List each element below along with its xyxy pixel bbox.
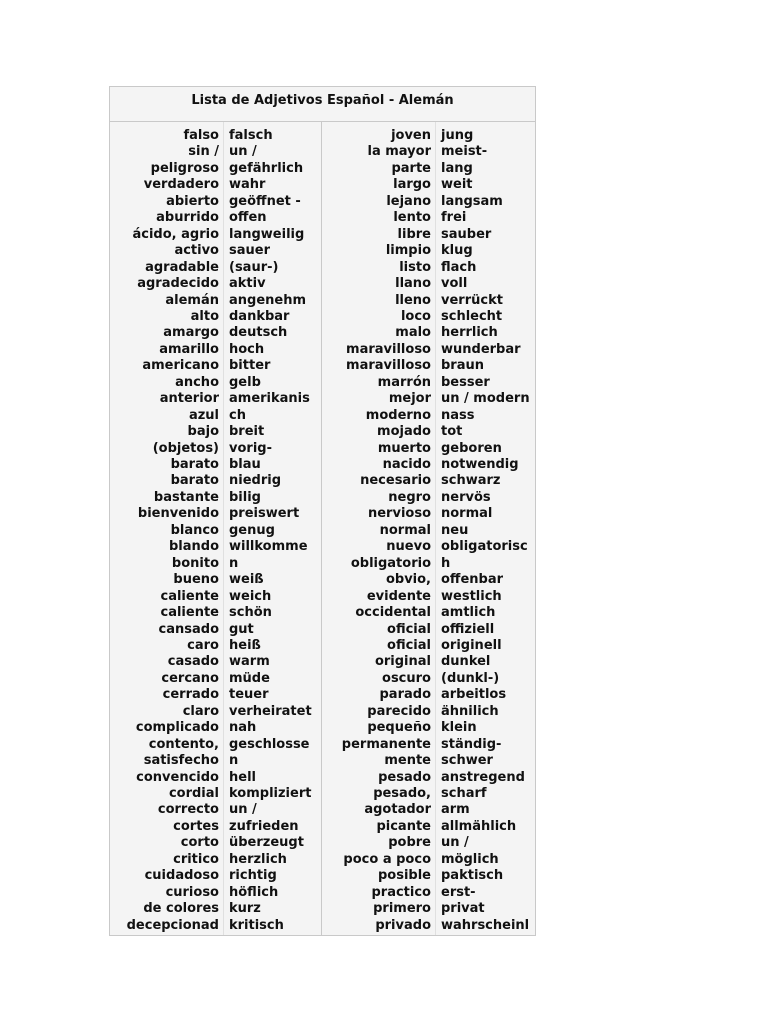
word-cell: weiß [229, 572, 264, 588]
word-cell: cercano [161, 670, 219, 686]
word-cell: (saur-) [229, 259, 279, 275]
spanish-column-2 [322, 122, 435, 935]
word-cell: listo [399, 259, 431, 275]
word-cell: klein [441, 720, 477, 736]
word-cell: de colores [143, 901, 219, 917]
word-cell: verdadero [143, 177, 219, 193]
word-cell: geschlosse [229, 736, 310, 752]
word-cell: bitter [229, 358, 271, 374]
word-cell: ähnilich [441, 703, 499, 719]
word-cell: un / modern [441, 391, 530, 407]
word-cell: n [229, 753, 239, 769]
word-cell: notwendig [441, 457, 519, 472]
word-cell: pesado [378, 769, 431, 785]
word-cell: un / [229, 144, 257, 160]
word-cell: cerrado [162, 687, 219, 703]
word-cell: activo [174, 243, 219, 259]
word-cell: alemán [165, 292, 219, 308]
word-cell: weit [441, 177, 473, 193]
word-cell: parecido [367, 703, 431, 719]
word-cell: oficial [387, 621, 431, 637]
word-cell: frei [441, 210, 467, 226]
word-cell: schwarz [441, 473, 501, 489]
word-cell: kurz [229, 901, 261, 917]
word-cell: bajo [187, 424, 219, 440]
word-cell: müde [229, 670, 270, 686]
word-cell: genug [229, 522, 275, 538]
word-cell: privat [441, 901, 485, 917]
word-cell: pesado, [373, 786, 431, 801]
word-cell: n [229, 555, 239, 571]
word-cell: sin / [188, 144, 219, 160]
word-cell: amtlich [441, 605, 496, 621]
word-cell: verrückt [441, 292, 503, 308]
word-cell: paktisch [441, 868, 504, 884]
word-cell: barato [170, 457, 219, 472]
word-cell: überzeugt [229, 835, 304, 851]
word-cell: wahr [229, 177, 266, 193]
word-cell: aburrido [156, 210, 219, 226]
word-cell: höflich [229, 884, 279, 900]
table-title: Lista de Adjetivos Español - Alemán [110, 87, 535, 122]
word-cell: satisfecho [143, 753, 219, 769]
word-cell: dankbar [229, 308, 290, 324]
word-cell: nah [229, 720, 257, 736]
word-cell: tot [441, 424, 463, 440]
word-cell: teuer [229, 687, 269, 703]
word-cell: sauber [441, 226, 492, 242]
word-cell: niedrig [229, 473, 282, 489]
word-cell: curioso [165, 884, 219, 900]
word-cell: barato [170, 473, 219, 489]
word-cell: largo [393, 177, 431, 193]
word-cell: allmählich [441, 818, 517, 834]
word-cell: practico [371, 884, 431, 900]
word-cell: oscuro [382, 670, 431, 686]
word-cell: obligatorisc [441, 539, 528, 555]
word-cell: amarillo [159, 341, 219, 357]
word-cell: malo [395, 325, 431, 341]
word-cell: convencido [136, 769, 219, 785]
word-cell: hoch [229, 341, 265, 357]
word-cell: la mayor [367, 144, 431, 160]
word-cell: lento [393, 210, 431, 226]
word-cell: bienvenido [137, 506, 219, 522]
word-cell: schwer [441, 753, 493, 769]
word-cell: normal [441, 506, 493, 522]
word-cell: wahrscheinl [441, 917, 530, 933]
word-cell: normal [379, 522, 431, 538]
word-cell: offenbar [441, 572, 504, 588]
word-cell: (objetos) [152, 440, 219, 456]
word-cell: original [374, 654, 431, 670]
word-cell: nuevo [386, 539, 431, 555]
word-cell: limpio [385, 243, 431, 259]
word-cell: casado [167, 654, 219, 670]
word-cell: occidental [355, 605, 431, 621]
word-cell: offen [229, 210, 267, 226]
word-cell: muerto [377, 440, 431, 456]
word-cell: (dunkl-) [441, 670, 500, 686]
word-cell: evidente [366, 588, 431, 604]
word-cell: gefährlich [229, 160, 304, 176]
word-cell: warm [229, 654, 270, 670]
word-cell: lang [441, 160, 473, 176]
word-cell: gelb [229, 374, 261, 390]
word-cell: alto [190, 308, 219, 324]
word-cell: obvio, [385, 572, 431, 588]
word-cell: blau [229, 457, 261, 472]
german-column-2 [435, 122, 535, 935]
word-cell: peligroso [150, 160, 219, 176]
word-cell: libre [397, 226, 431, 242]
word-cell: herrlich [441, 325, 498, 341]
word-cell: maravilloso [346, 341, 431, 357]
word-cell: parte [391, 160, 431, 176]
word-cell: cansado [158, 621, 219, 637]
adjectives-table [109, 86, 536, 936]
word-cell: pequeño [367, 720, 431, 736]
word-cell: bastante [153, 489, 219, 505]
word-cell: h [441, 555, 451, 571]
word-cell: cordial [168, 786, 219, 801]
word-cell: langsam [441, 193, 503, 209]
word-cell: willkomme [229, 539, 308, 555]
word-cell: agradecido [137, 276, 219, 292]
word-cell: agradable [145, 259, 219, 275]
word-cell: lleno [395, 292, 431, 308]
word-cell: caliente [160, 588, 219, 604]
word-cell: permanente [341, 736, 431, 752]
word-cell: llano [395, 276, 431, 292]
word-cell: bueno [173, 572, 219, 588]
word-cell: mente [384, 753, 431, 769]
word-cell: complicado [135, 720, 219, 736]
word-cell: arm [441, 802, 470, 818]
word-cell: besser [441, 374, 490, 390]
word-cell: blanco [170, 522, 219, 538]
word-cell: bilig [229, 489, 261, 505]
word-cell: cuidadoso [144, 868, 219, 884]
word-cell: oficial [387, 637, 431, 653]
word-cell: picante [376, 818, 431, 834]
word-cell: deutsch [229, 325, 288, 341]
word-cell: nervioso [367, 506, 431, 522]
word-cell: caliente [160, 605, 219, 621]
word-cell: geöffnet - [229, 193, 301, 209]
word-cell: wunderbar [441, 341, 521, 357]
word-cell: jung [441, 128, 474, 143]
word-cell: verheiratet [229, 703, 312, 719]
word-cell: meist- [441, 144, 488, 160]
word-cell: privado [375, 917, 431, 933]
word-cell: heiß [229, 637, 261, 653]
word-cell: obligatorio [350, 555, 431, 571]
word-cell: negro [388, 489, 431, 505]
word-cell: un / [441, 835, 469, 851]
word-cell: flach [441, 259, 477, 275]
word-cell: amerikanis [229, 391, 310, 407]
word-cell: posible [377, 868, 431, 884]
word-cell: zufrieden [229, 818, 299, 834]
word-cell: contento, [148, 736, 219, 752]
word-cell: gut [229, 621, 254, 637]
word-cell: falsch [229, 128, 273, 143]
word-cell: caro [187, 637, 219, 653]
word-cell: richtig [229, 868, 277, 884]
word-cell: geboren [441, 440, 502, 456]
word-cell: falso [183, 128, 219, 143]
word-cell: ch [229, 407, 246, 423]
word-cell: necesario [360, 473, 431, 489]
word-cell: nass [441, 407, 475, 423]
word-cell: agotador [364, 802, 431, 818]
word-cell: neu [441, 522, 469, 538]
word-cell: breit [229, 424, 265, 440]
word-cell: weich [229, 588, 272, 604]
word-cell: schlecht [441, 308, 503, 324]
word-cell: nervös [441, 489, 491, 505]
word-cell: arbeitlos [441, 687, 507, 703]
word-cell: schön [229, 605, 272, 621]
word-cell: sauer [229, 243, 270, 259]
word-cell: anterior [159, 391, 219, 407]
word-cell: westlich [441, 588, 502, 604]
word-cell: moderno [365, 407, 431, 423]
word-cell: mojado [377, 424, 431, 440]
word-cell: loco [400, 308, 431, 324]
german-column-1 [223, 122, 322, 935]
word-cell: claro [182, 703, 219, 719]
word-cell: decepcionad [126, 917, 219, 933]
word-cell: azul [188, 407, 219, 423]
word-cell: vorig- [229, 440, 272, 456]
spanish-column-1 [110, 122, 223, 935]
word-cell: voll [441, 276, 468, 292]
word-cell: critico [173, 851, 219, 867]
word-cell: dunkel [441, 654, 491, 670]
word-cell: poco a poco [343, 851, 431, 867]
word-cell: lejano [386, 193, 431, 209]
word-cell: anstregend [441, 769, 525, 785]
word-cell: erst- [441, 884, 476, 900]
word-cell: langweilig [229, 226, 305, 242]
word-cell: kritisch [229, 917, 284, 933]
word-cell: corto [180, 835, 219, 851]
word-cell: mejor [388, 391, 431, 407]
word-cell: ständig- [441, 736, 502, 752]
word-cell: blando [168, 539, 219, 555]
word-cell: aktiv [229, 276, 266, 292]
word-cell: möglich [441, 851, 499, 867]
word-cell: correcto [157, 802, 219, 818]
word-cell: joven [391, 128, 431, 143]
word-cell: offiziell [441, 621, 495, 637]
word-cell: pobre [388, 835, 431, 851]
word-cell: ancho [175, 374, 219, 390]
word-cell: originell [441, 637, 502, 653]
word-cell: angenehm [229, 292, 307, 308]
word-cell: marrón [377, 374, 431, 390]
word-cell: parado [379, 687, 431, 703]
word-cell: hell [229, 769, 256, 785]
word-cell: ácido, agrio [132, 226, 219, 242]
word-cell: klug [441, 243, 473, 259]
word-cell: scharf [441, 786, 487, 801]
word-cell: un / [229, 802, 257, 818]
word-cell: kompliziert [229, 786, 312, 801]
word-cell: nacido [382, 457, 431, 472]
word-cell: preiswert [229, 506, 300, 522]
word-cell: cortes [173, 818, 219, 834]
word-cell: primero [373, 901, 431, 917]
word-cell: amargo [163, 325, 219, 341]
word-cell: braun [441, 358, 484, 374]
word-cell: americano [142, 358, 219, 374]
word-cell: herzlich [229, 851, 287, 867]
word-cell: bonito [171, 555, 219, 571]
word-cell: abierto [166, 193, 219, 209]
word-cell: maravilloso [346, 358, 431, 374]
